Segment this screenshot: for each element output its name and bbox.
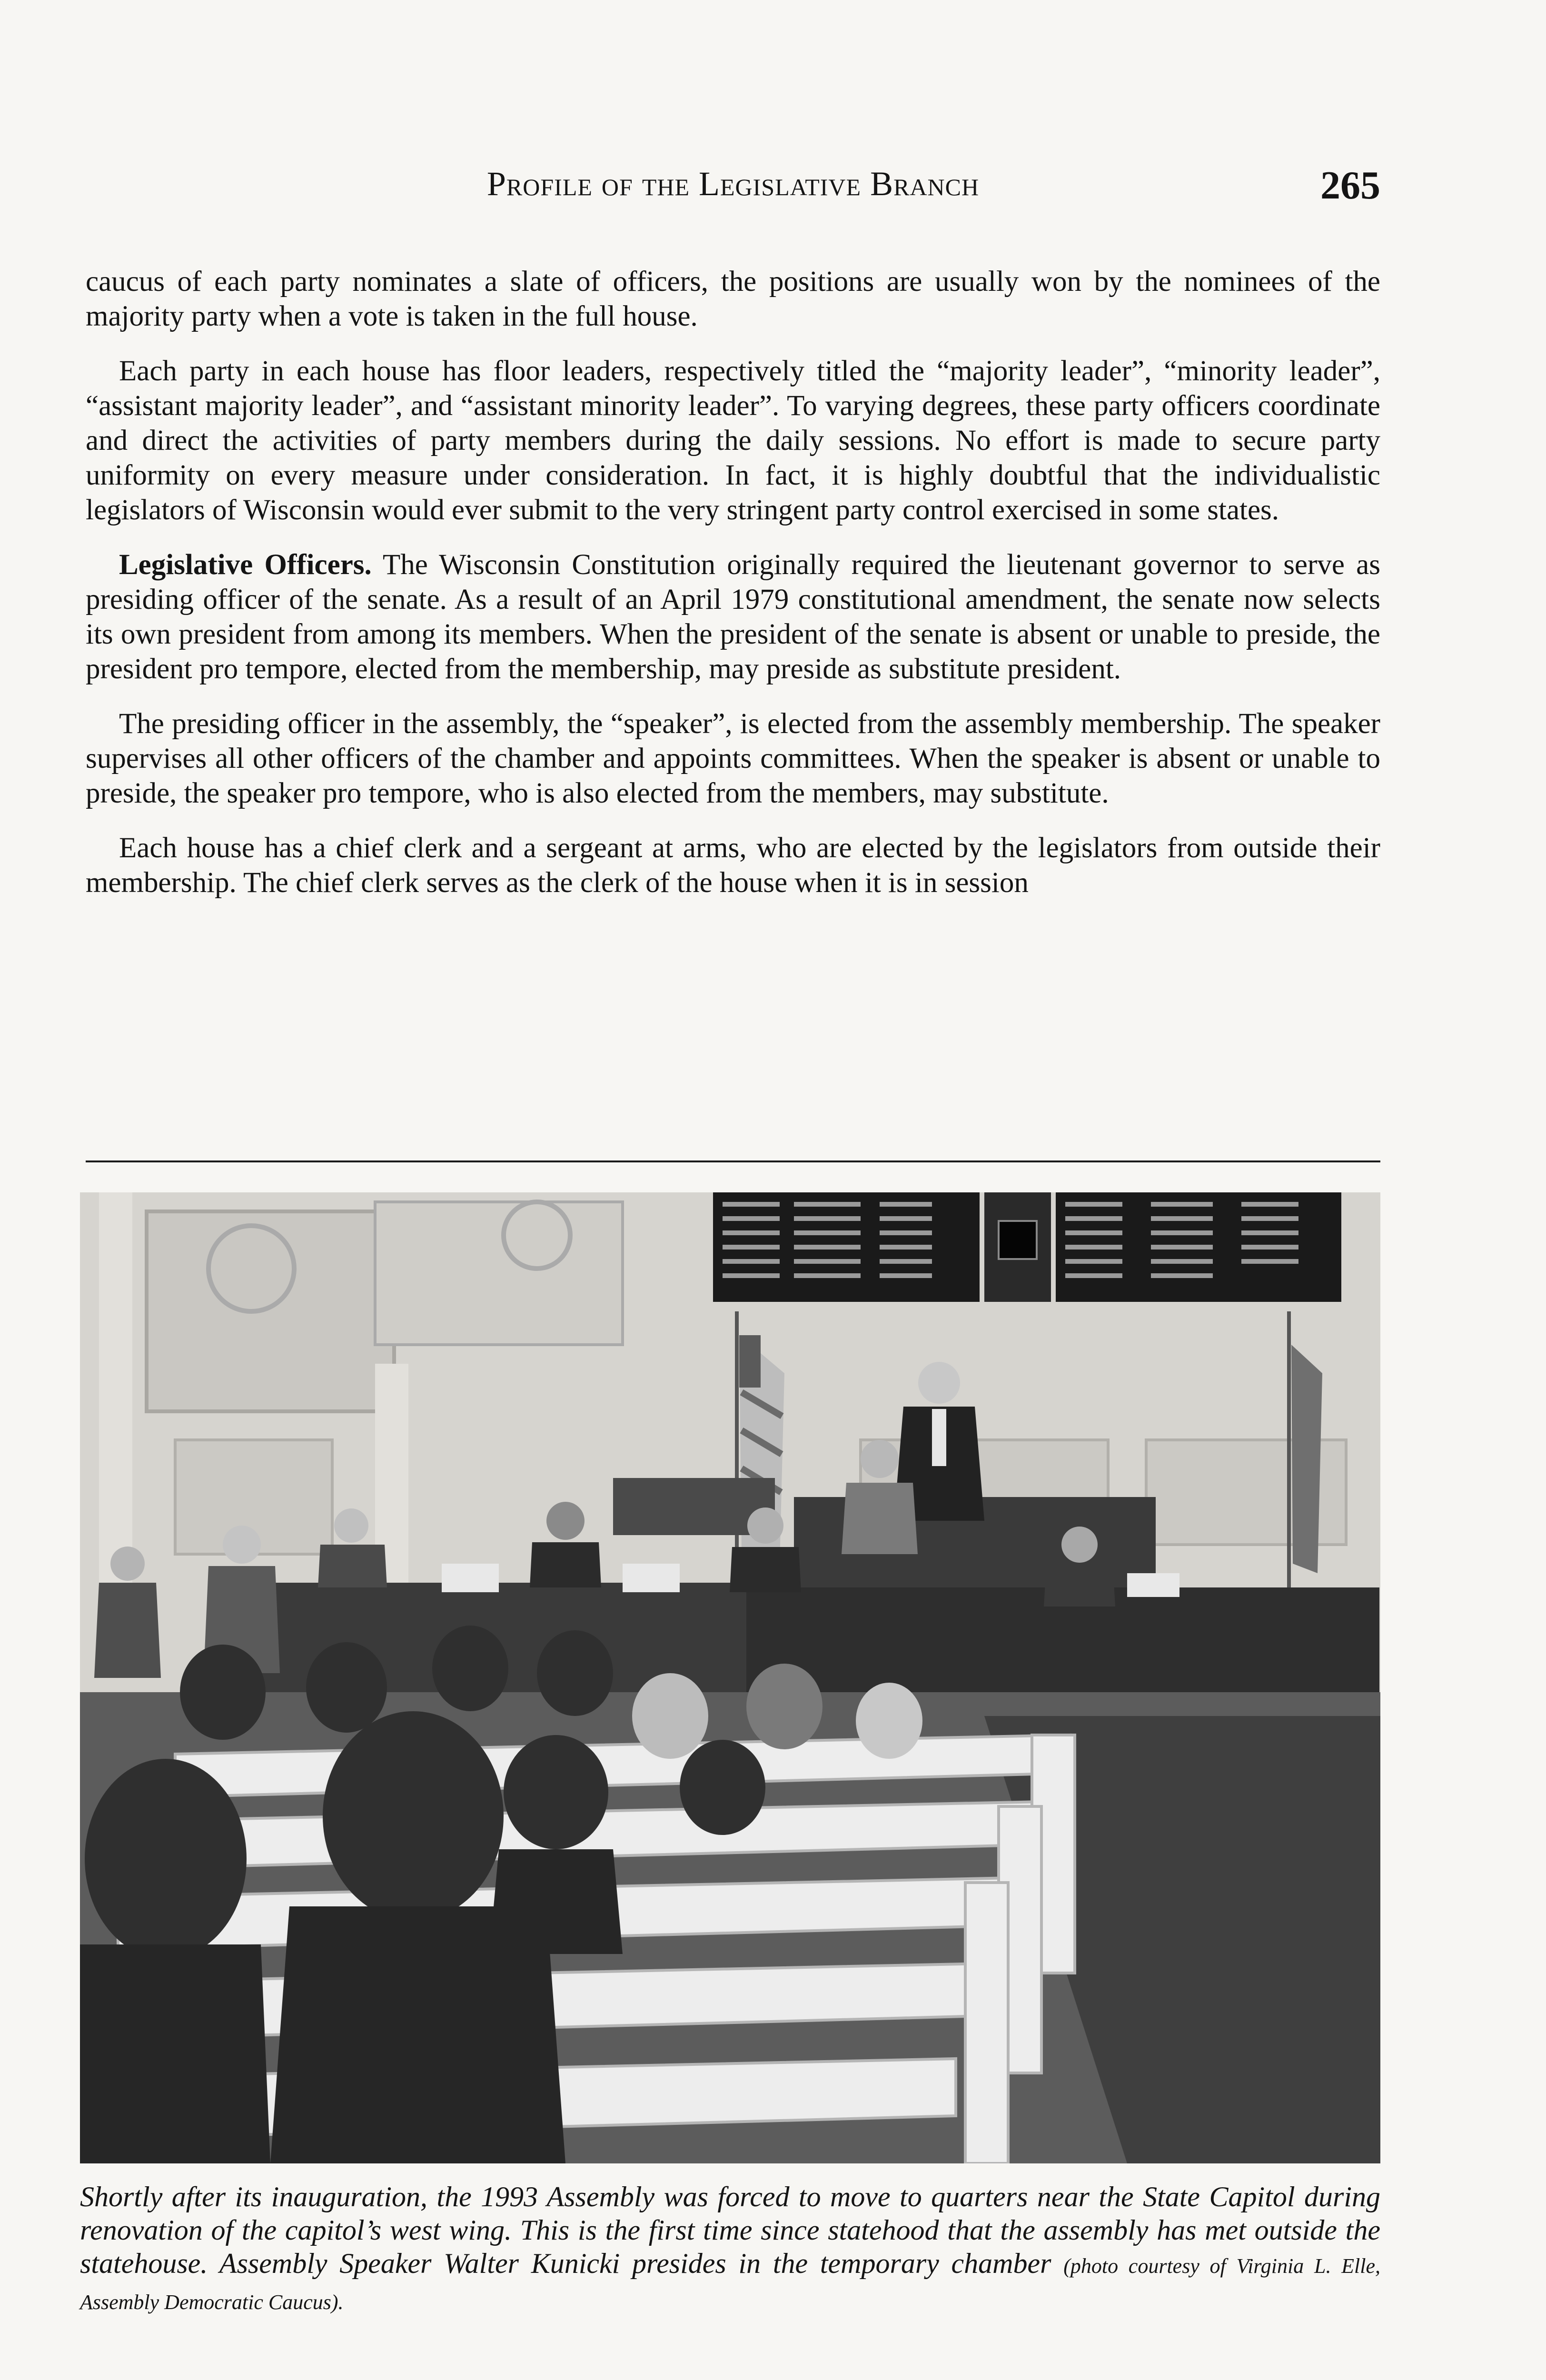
paragraph-1: caucus of each party nominates a slate of officers, the positions are usually won by the nominees of the majority party when a vote is taken in the full house. [86,266,1380,332]
body-text [86,264,1380,920]
paragraph-5: Each house has a chief clerk and a sergeant at arms, who are elected by the legislators from outside their membership. The chief clerk serves as the clerk of the house when it is in session [86,832,1380,899]
section-heading: Legislative Officers. [119,549,372,581]
paragraph-2: Each party in each house has floor leaders, respectively titled the “majority leader”, “minority leader”, “assistant majority leader”, and “assistant minority leader”. To varying degrees, these party officers coordinate and direct the activities of party members during the daily sessions. No effort is made to secure party uniformity on every measure under consideration. In fact, it is highly doubtful that the individualistic legislators of Wisconsin would ever submit to the very stringent party control exercised in some states. [86,355,1380,526]
page-number: 265 [1320,163,1380,208]
paragraph-3-text: The Wisconsin Constitution originally required the lieutenant governor to serve as presiding officer of the senate. As a result of an April 1979 constitutional amendment, the senate now selects its own president from among its members. When the president of the senate is absent or unable to preside, the president pro tempore, elected from the membership, may preside as substitute president. [86,549,1380,685]
running-title: Profile of the Legislative Branch [486,165,980,203]
assembly-chamber-photo [80,1192,1380,2163]
paragraph-4: The presiding officer in the assembly, the “speaker”, is elected from the assembly membership. The speaker supervises all other officers of the chamber and appoints committees. When the speaker is absent or unable to preside, the speaker pro tempore, who is also elected from the members, may substitute. [86,708,1380,809]
photo-illustration [80,1192,1380,2163]
photo-caption [80,2180,1380,2319]
paragraph-legislative-officers [86,547,1380,686]
photo-credit: (photo courtesy of Virginia L. Elle, Assembly Democratic Caucus). [80,2254,1381,2314]
caption-text: Shortly after its inauguration, the 1993 Assembly was forced to move to quarters near the State Capitol during renovation of the capitol’s west wing. This is the first time since statehood that the assembly has met outside the statehouse. Assembly Speaker Walter Kunicki presides in the temporary chamber [80,2181,1380,2279]
running-head [86,164,1380,217]
divider-rule [86,1160,1380,1162]
